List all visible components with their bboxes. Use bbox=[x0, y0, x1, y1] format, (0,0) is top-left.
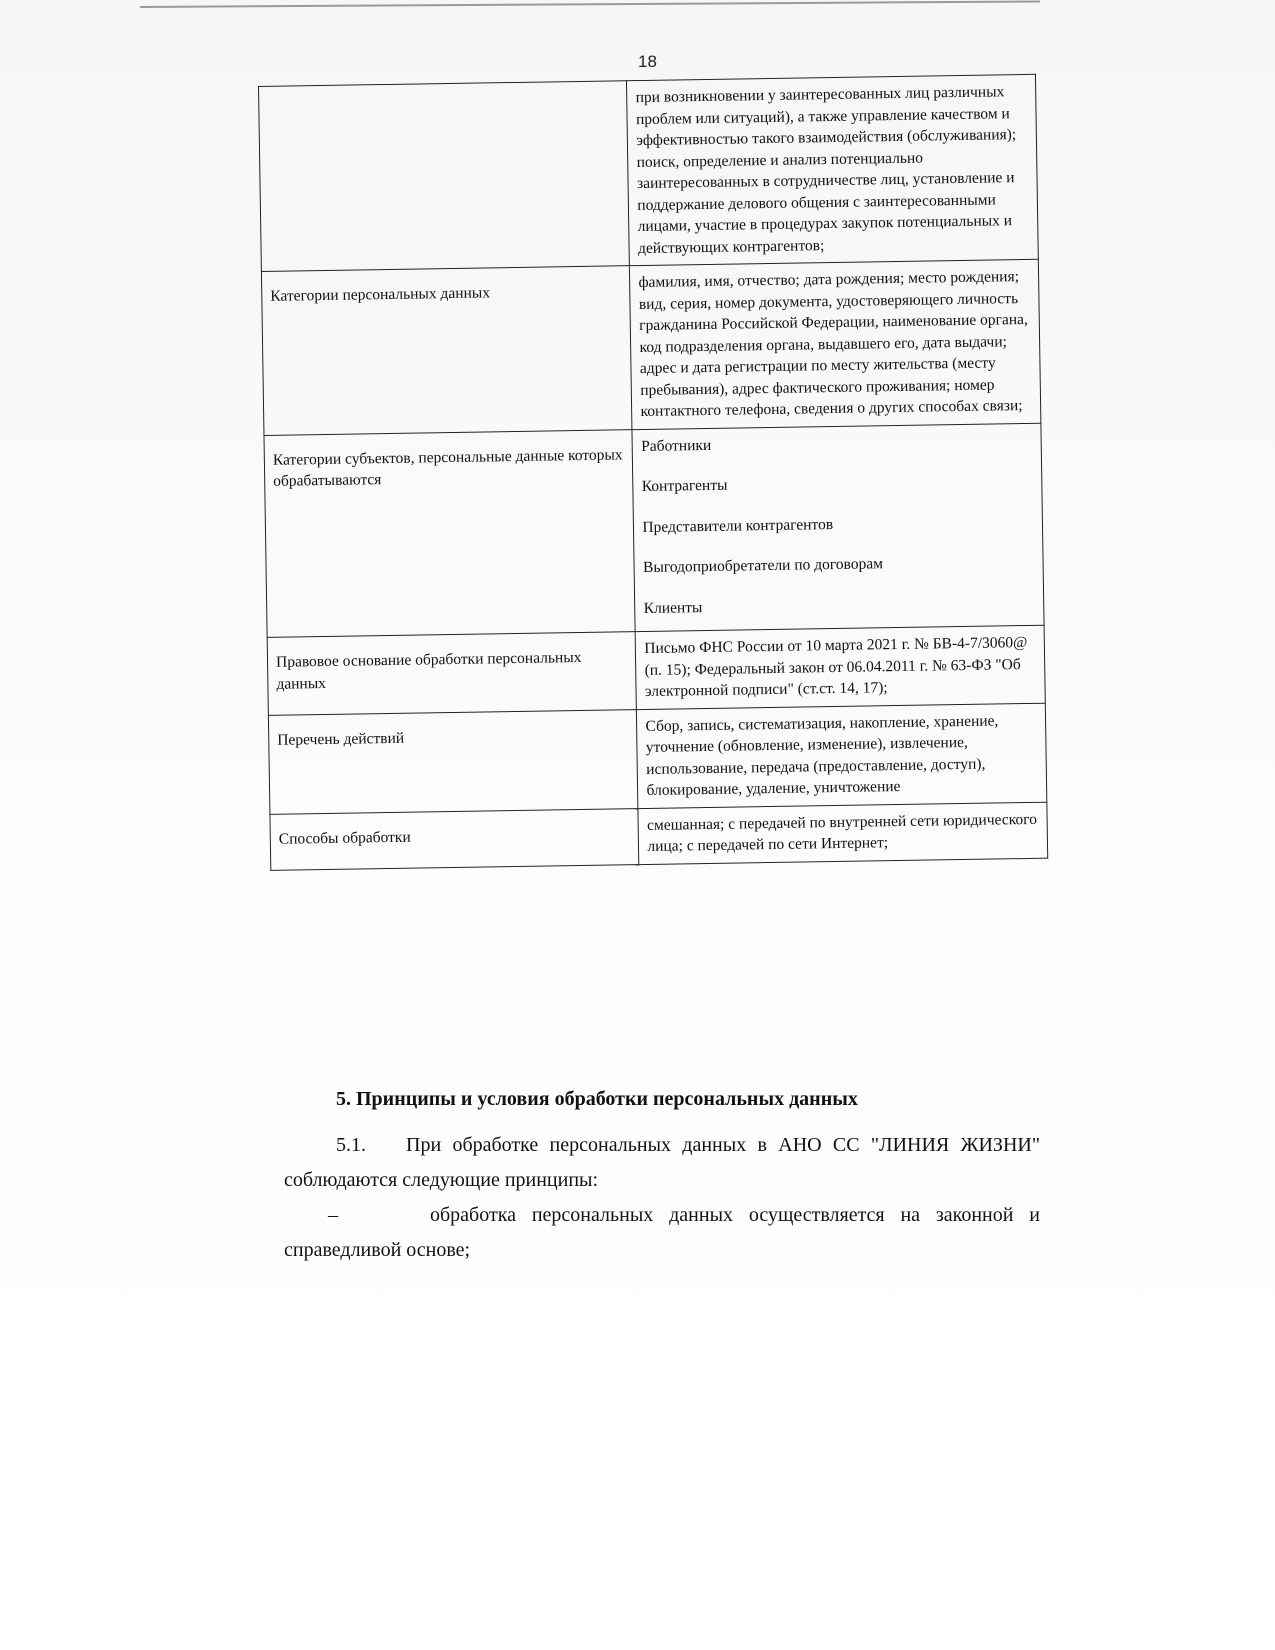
subject-item: Представители контрагентов bbox=[642, 515, 834, 536]
paragraph-text: При обработке персональных данных в АНО СС "ЛИНИЯ ЖИЗНИ" соблюдаются следующие принципы: bbox=[284, 1134, 1040, 1191]
row-value-actions: Сбор, запись, систематизация, накопление, хранение, уточнение (обновление, изменение), извлечение, использование, передача (предоставление, доступ), блокирование, удаление, уничтожение bbox=[637, 703, 1047, 808]
table-row bbox=[264, 423, 1044, 638]
row-value-data-categories: фамилия, имя, отчество; дата рождения; место рождения; вид, серия, номер документа, удостоверяющего личность гражданина Российской Федерации, наименование органа, код подразделения органа, выдавшего его, дата выдачи; адрес и дата регистрации по месту жительства (месту пребывания), адрес фактического проживания; номер контактного телефона, сведения о других способах связи; bbox=[630, 259, 1041, 429]
list-dash: – bbox=[328, 1204, 338, 1226]
row-label-data-categories: Категории персональных данных bbox=[261, 266, 632, 435]
subject-item: Выгодоприобретатели по договорам bbox=[642, 555, 884, 577]
table-row bbox=[270, 802, 1048, 870]
row-value-legal-basis: Письмо ФНС России от 10 марта 2021 г. № БВ-4-7/3060@ (п. 15); Федеральный закон от 06.04.2011 г. № 63-ФЗ "Об электронной подписи" (ст.ст. 14, 17); bbox=[636, 625, 1046, 709]
processing-table-wrapper bbox=[258, 74, 1048, 871]
subject-item: Клиенты bbox=[643, 598, 703, 617]
table-row bbox=[259, 74, 1039, 271]
row-value-purpose-cont: при возникновении у заинтересованных лиц различных проблем или ситуаций), а также управление качеством и эффективностью такого взаимодействия (обслуживания); поиск, определение и анализ потенциально заинтересованных в сотрудничестве лиц, установление и поддержание делового общения с заинтересованными лицами, участие в процедурах закупок потенциальных и действующих контрагентов; bbox=[627, 74, 1038, 265]
paragraph-5-1 bbox=[284, 1128, 1040, 1198]
row-label-methods: Способы обработки bbox=[270, 808, 639, 870]
table-row bbox=[261, 259, 1040, 435]
row-label-legal-basis: Правовое основание обработки персональных данных bbox=[267, 632, 637, 715]
list-item-principle bbox=[284, 1198, 1040, 1268]
list-item-text: обработка персональных данных осуществляется на законной и справедливой основе; bbox=[284, 1204, 1040, 1261]
row-label-actions: Перечень действий bbox=[268, 709, 638, 814]
row-label-purpose-cont bbox=[259, 81, 630, 272]
row-label-subject-categories: Категории субъектов, персональные данные которых обрабатываются bbox=[264, 429, 636, 637]
section-heading: 5. Принципы и условия обработки персональных данных bbox=[336, 1088, 858, 1110]
table-row bbox=[268, 703, 1046, 814]
table-row bbox=[267, 625, 1045, 715]
processing-table bbox=[258, 74, 1048, 871]
subject-item: Работники bbox=[640, 436, 712, 455]
paragraph-number: 5.1. bbox=[336, 1134, 366, 1156]
row-value-subject-categories bbox=[632, 423, 1044, 632]
subject-item: Контрагенты bbox=[641, 476, 728, 496]
page-number: 18 bbox=[638, 52, 657, 71]
row-value-methods: смешанная; с передачей по внутренней сети юридического лица; с передачей по сети Интернет; bbox=[638, 802, 1047, 864]
